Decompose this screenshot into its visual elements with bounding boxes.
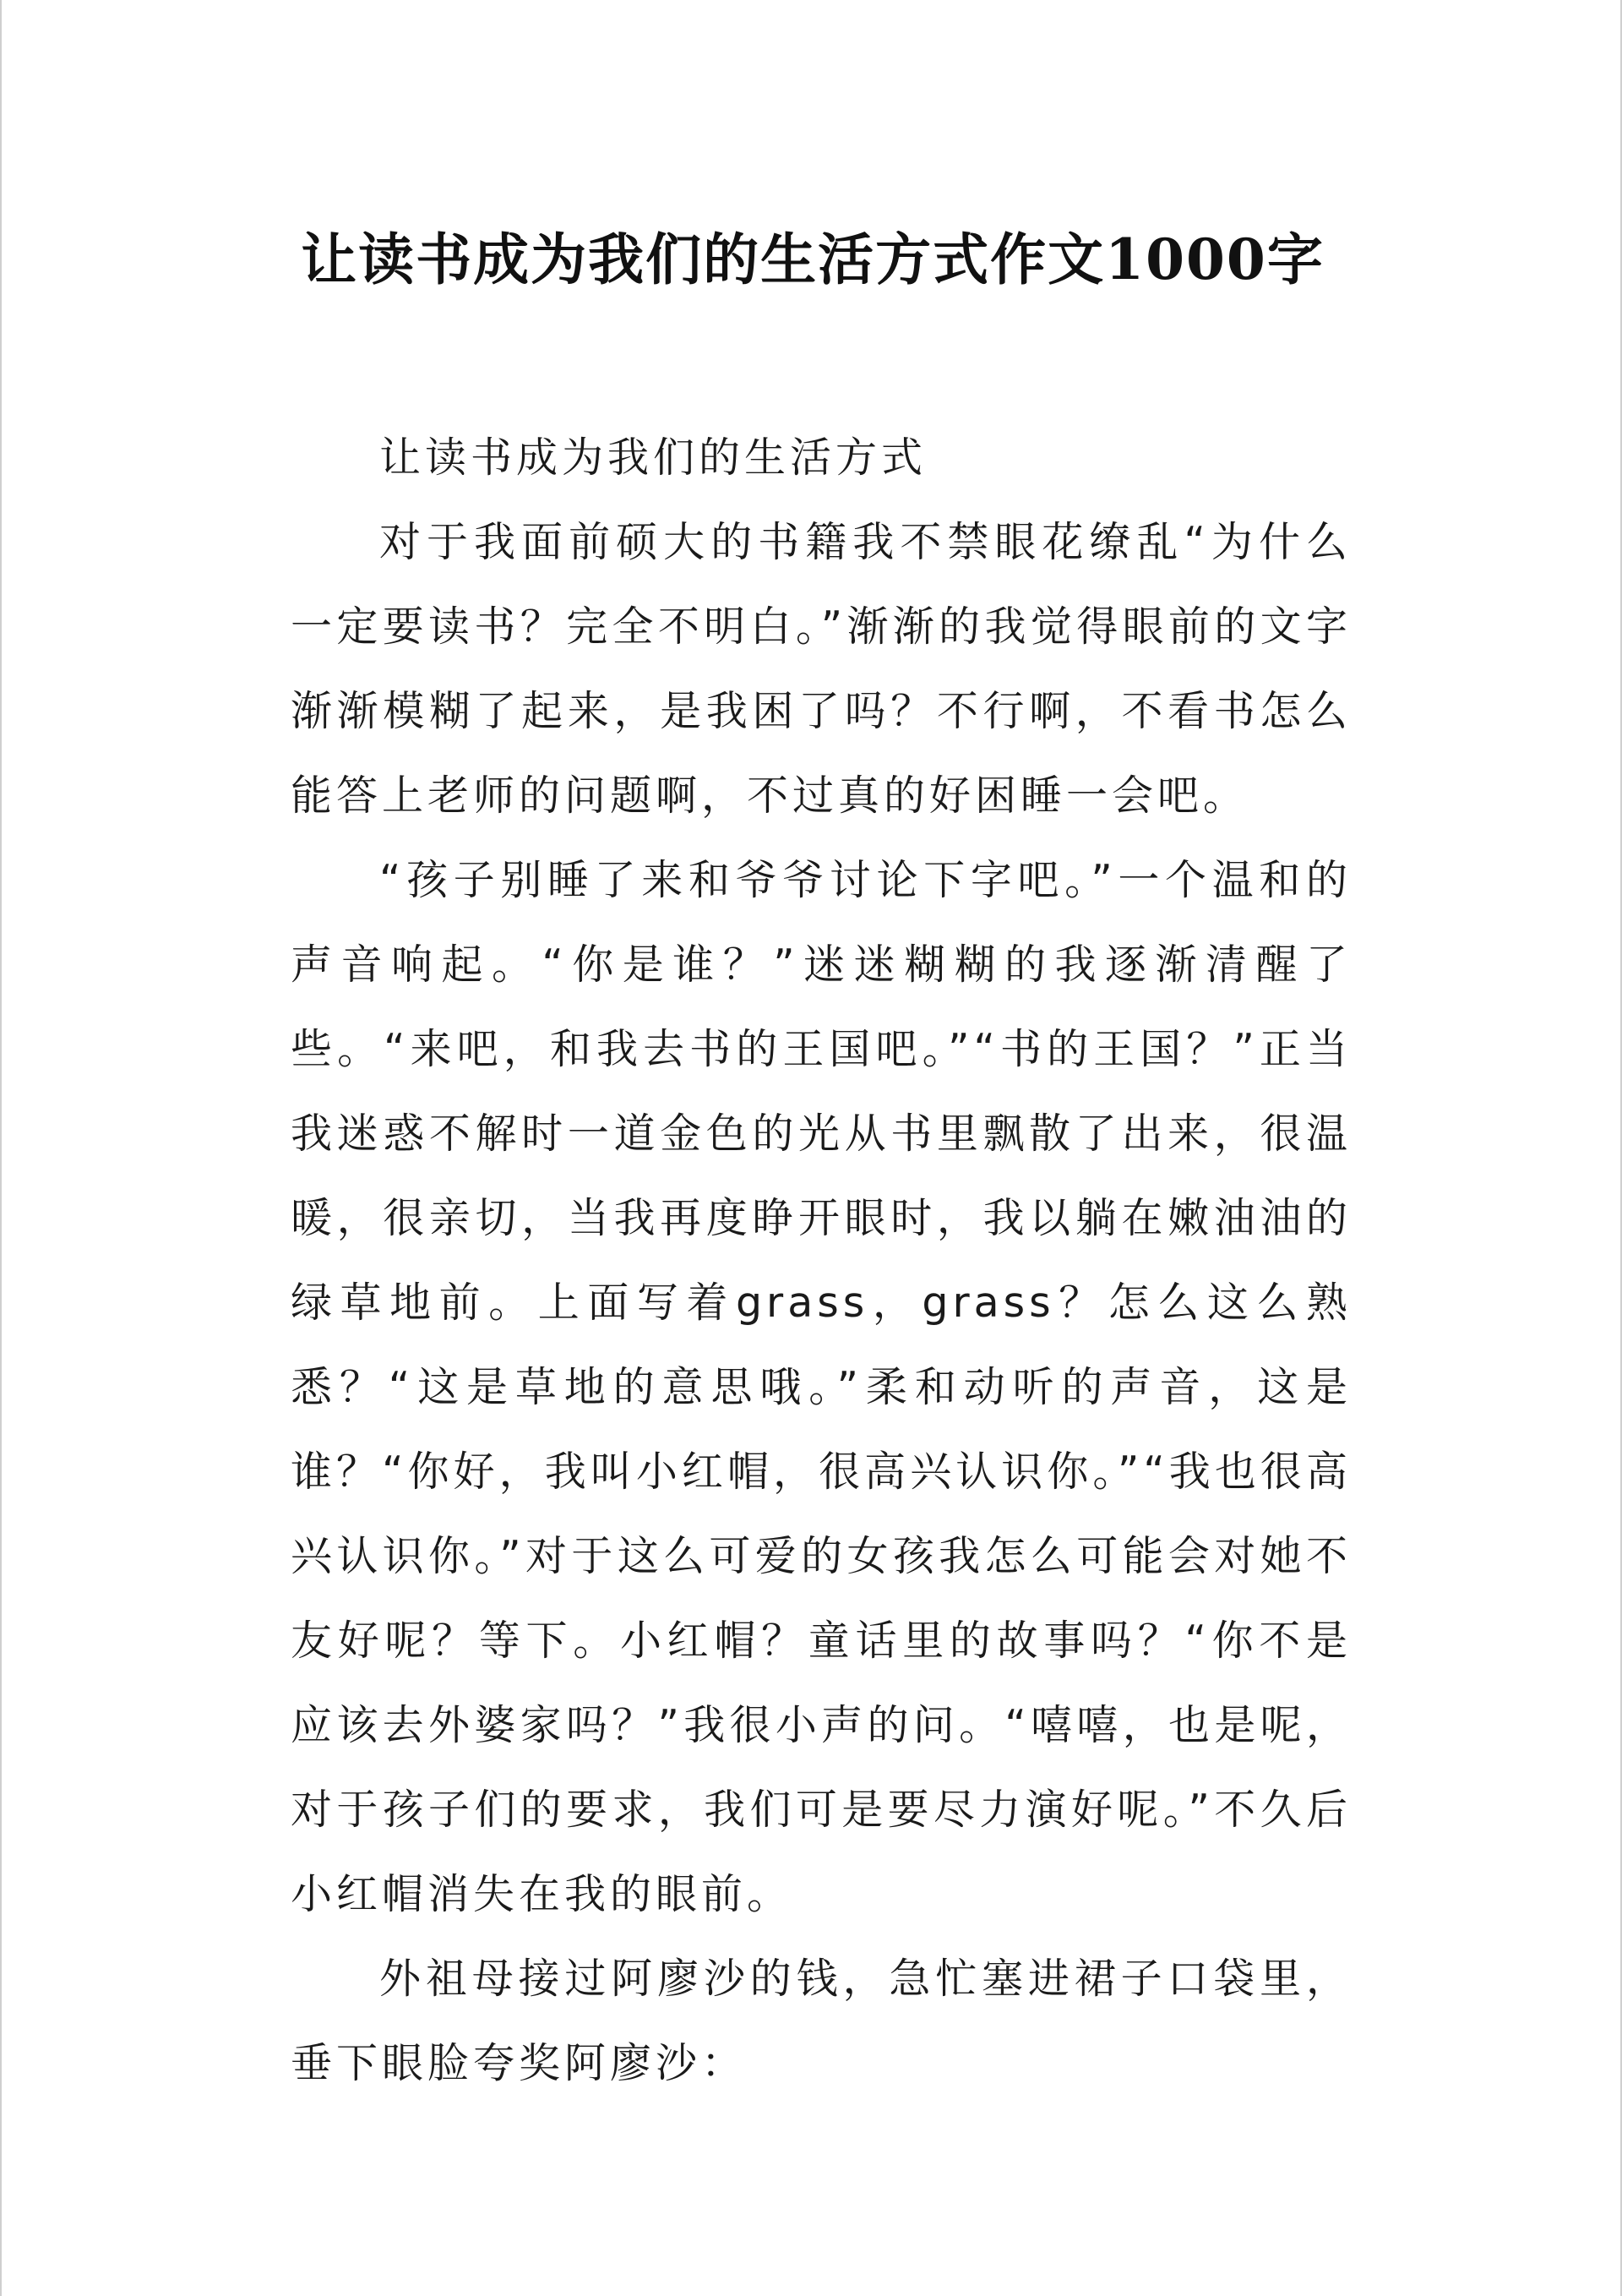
- paragraph-subtitle: 让读书成为我们的生活方式: [379, 434, 928, 482]
- document-body: [291, 416, 1352, 2106]
- paragraph: 外祖母接过阿廖沙的钱，急忙塞进裙子口袋里，垂下眼脸夸奖阿廖沙：: [291, 1955, 1352, 2087]
- paragraph: 对于我面前硕大的书籍我不禁眼花缭乱“为什么一定要读书？完全不明白。”渐渐的我觉得眼前的文字渐渐模糊了起来，是我困了吗？不行啊，不看书怎么能答上老师的问题啊，不过真的好困睡一会吧。: [291, 518, 1352, 820]
- document-title: 让读书成为我们的生活方式作文1000字: [301, 226, 1325, 292]
- paragraph: “孩子别睡了来和爷爷讨论下字吧。”一个温和的声音响起。“你是谁？”迷迷糊糊的我逐渐清醒了些。“来吧，和我去书的王国吧。”“书的王国？”正当我迷惑不解时一道金色的光从书里飘散了出来，很温暖，很亲切，当我再度睁开眼时，我以躺在嫩油油的绿草地前。上面写着grass，grass？怎么这么熟悉？“这是草地的意思哦。”柔和动听的声音，这是谁？“你好，我叫小红帽，很高兴认识你。”“我也很高兴认识你。”对于这么可爱的女孩我怎么可能会对她不友好呢？等下。小红帽？童话里的故事吗？“你不是应该去外婆家吗？”我很小声的问。“嘻嘻，也是呢，对于孩子们的要求，我们可是要尽力演好呢。”不久后小红帽消失在我的眼前。: [291, 856, 1352, 1918]
